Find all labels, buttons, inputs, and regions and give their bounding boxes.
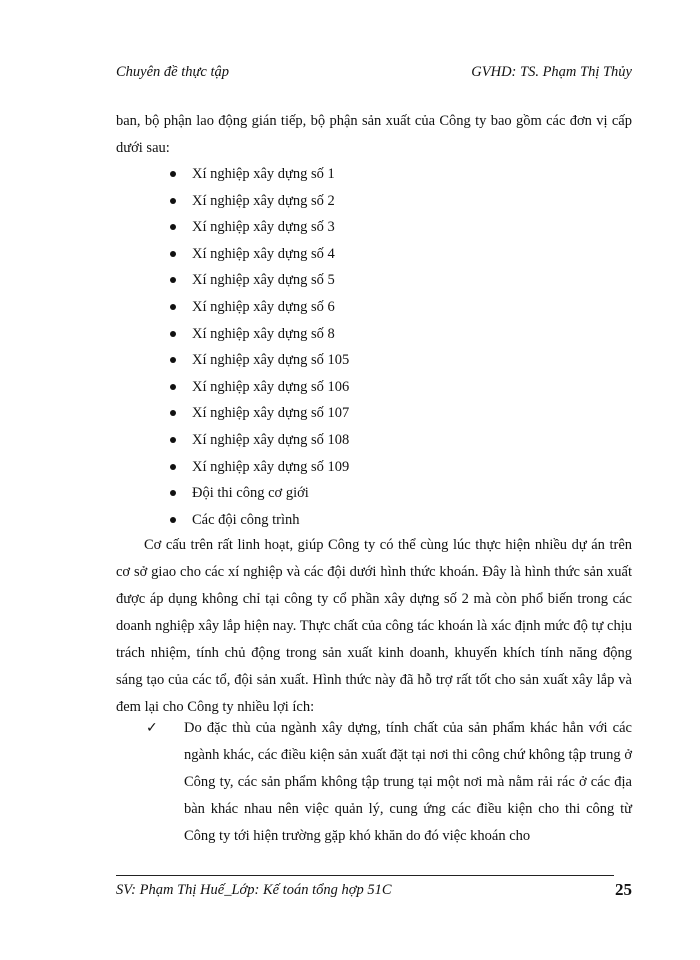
- body-paragraph: Cơ cấu trên rất linh hoạt, giúp Công ty có thể cùng lúc thực hiện nhiều dự án trên cơ sở giao cho các xí nghiệp và các đội dưới hình thức khoán. Đây là hình thức sản xuất được áp dụng không chỉ tại công ty cổ phần xây dựng số 2 mà còn phổ biến trong các doanh nghiệp xây lắp hiện nay. Thực chất của công tác khoán là xác định mức độ tự chịu trách nhiệm, tính chủ động trong sản xuất kinh doanh, khuyến khích tính năng động sáng tạo của các tổ, đội sản xuất. Hình thức này đã hỗ trợ rất tốt cho sản xuất xây lắp và đem lại cho Công ty nhiều lợi ích:: [116, 537, 632, 715]
- bullet-icon: [170, 464, 176, 470]
- bullet-icon: [170, 437, 176, 443]
- list-item: Xí nghiệp xây dựng số 5: [168, 267, 349, 294]
- list-item: Xí nghiệp xây dựng số 2: [168, 188, 349, 215]
- header-supervisor: GVHD: TS. Phạm Thị Thủy: [471, 64, 632, 80]
- list-item: Xí nghiệp xây dựng số 4: [168, 241, 349, 268]
- page-number: 25: [615, 880, 632, 899]
- list-item: Xí nghiệp xây dựng số 108: [168, 427, 349, 454]
- footer-student-info: SV: Phạm Thị Huế_Lớp: Kế toán tổng hợp 51C: [116, 882, 392, 898]
- bullet-icon: [170, 277, 176, 283]
- bullet-icon: [170, 490, 176, 496]
- bullet-icon: [170, 384, 176, 390]
- list-item: Xí nghiệp xây dựng số 105: [168, 347, 349, 374]
- bullet-icon: [170, 224, 176, 230]
- check-list-item: [146, 715, 632, 850]
- list-item: Xí nghiệp xây dựng số 106: [168, 374, 349, 401]
- list-item: Xí nghiệp xây dựng số 107: [168, 400, 349, 427]
- footer-divider: [116, 875, 614, 876]
- list-item: Các đội công trình: [168, 507, 349, 534]
- bullet-icon: [170, 251, 176, 257]
- bullet-icon: [170, 198, 176, 204]
- list-item: Đội thi công cơ giới: [168, 480, 349, 507]
- checkmark-icon: ✓: [146, 720, 158, 736]
- list-item: Xí nghiệp xây dựng số 1: [168, 161, 349, 188]
- list-item: Xí nghiệp xây dựng số 109: [168, 454, 349, 481]
- list-item: Xí nghiệp xây dựng số 3: [168, 214, 349, 241]
- bullet-icon: [170, 357, 176, 363]
- page-header: [116, 64, 632, 82]
- list-item: Xí nghiệp xây dựng số 8: [168, 321, 349, 348]
- list-item: Xí nghiệp xây dựng số 6: [168, 294, 349, 321]
- bullet-icon: [170, 410, 176, 416]
- bullet-icon: [170, 171, 176, 177]
- bullet-icon: [170, 331, 176, 337]
- page-footer: [116, 880, 632, 902]
- bullet-icon: [170, 517, 176, 523]
- bullet-icon: [170, 304, 176, 310]
- unit-list: [168, 161, 349, 533]
- intro-paragraph: ban, bộ phận lao động gián tiếp, bộ phận sản xuất của Công ty bao gồm các đơn vị cấp dưới sau:: [116, 113, 632, 156]
- check-item-text: Do đặc thù của ngành xây dựng, tính chất của sản phẩm khác hẳn với các ngành khác, các điều kiện sản xuất đặt tại nơi thi công chứ không tập trung ở Công ty, các sản phẩm không tập trung tại một nơi mà nằm rải rác ở các địa bàn khác nhau nên việc quản lý, cung ứng các điều kiện cho thi công từ Công ty tới hiện trường gặp khó khăn do đó việc khoán cho: [184, 720, 632, 844]
- header-document-title: Chuyên đề thực tập: [116, 64, 230, 80]
